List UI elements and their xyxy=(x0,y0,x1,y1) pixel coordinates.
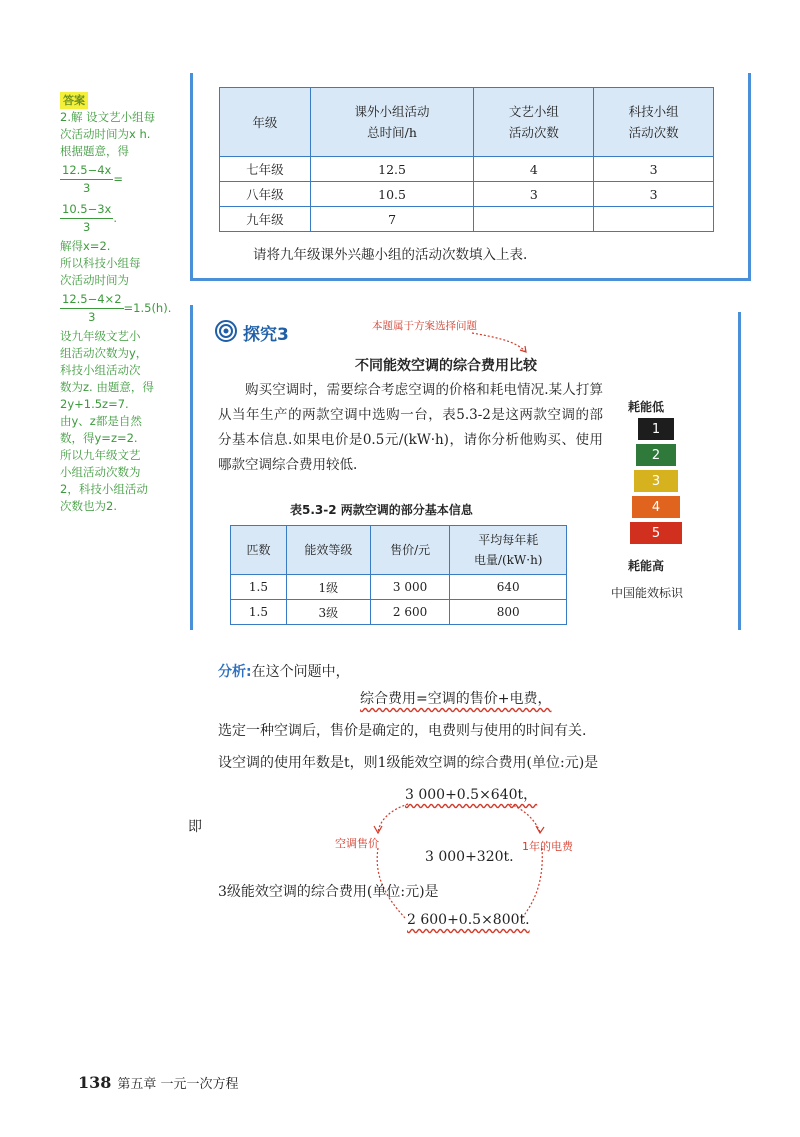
activity-table xyxy=(219,87,714,232)
analysis-line: 3级能效空调的综合费用(单位:元)是 xyxy=(218,884,439,900)
energy-label-top: 耗能低 xyxy=(628,400,665,414)
side-line: 所以科技小组每 xyxy=(60,256,141,270)
side-line: 2.解 设文艺小组每 xyxy=(60,110,156,124)
explore-title: 探究3 xyxy=(243,325,289,345)
side-line: 2，科技小组活动 xyxy=(60,482,148,496)
answer-tag: 答案 xyxy=(60,92,88,109)
table-header: 能效等级 xyxy=(286,526,370,575)
table-cell: 1级 xyxy=(286,575,370,600)
energy-level-bar: 5 xyxy=(630,522,682,544)
table-header: 文艺小组 活动次数 xyxy=(474,88,594,157)
side-line: 由y、z都是自然 xyxy=(60,414,142,428)
cost-formula: 综合费用=空调的售价+电费， xyxy=(360,691,552,707)
explore-paragraph: 购买空调时，需要综合考虑空调的价格和耗电情况.某人打算从当年生产的两款空调中选购一台，表5.3-2是这两款空调的部分基本信息.如果电价是0.5元/(kW·h)，请你分析他购买、使用哪款空调综合费用较低. xyxy=(218,382,603,473)
table-cell: 7 xyxy=(310,207,474,232)
energy-level-bar: 3 xyxy=(634,470,678,492)
page-number: 138 xyxy=(78,1073,112,1092)
table-row xyxy=(220,207,714,232)
energy-label-caption: 中国能效标识 xyxy=(611,586,684,600)
annotation-arrow-icon xyxy=(470,331,530,356)
explore-target-icon xyxy=(215,320,237,342)
table-cell: 1.5 xyxy=(231,575,287,600)
table-cell: 800 xyxy=(450,600,567,625)
aircon-table xyxy=(230,525,567,625)
side-line: 科技小组活动次 xyxy=(60,363,141,377)
side-line: 设九年级文艺小 xyxy=(60,329,141,343)
analysis-line: 选定一种空调后，售价是确定的，电费则与使用的时间有关. xyxy=(218,723,587,739)
activity-table-box xyxy=(190,73,751,281)
table-cell: 七年级 xyxy=(220,157,311,182)
table-cell: 九年级 xyxy=(220,207,311,232)
table-header: 年级 xyxy=(220,88,311,157)
side-line: 组活动次数为y， xyxy=(60,346,148,360)
table-cell: 3级 xyxy=(286,600,370,625)
side-line: 次活动时间为x h. xyxy=(60,127,151,141)
explore-right-bar xyxy=(738,312,741,630)
table-cell: 3 xyxy=(474,182,594,207)
side-line: 所以九年级文艺 xyxy=(60,448,141,462)
analysis-label: 分析: xyxy=(218,664,252,680)
side-line: 小组活动次数为 xyxy=(60,465,141,479)
table-row xyxy=(220,182,714,207)
energy-label-bars xyxy=(630,418,682,548)
table-cell: 640 xyxy=(450,575,567,600)
table-cell: 1.5 xyxy=(231,600,287,625)
table-cell: 12.5 xyxy=(310,157,474,182)
table-header: 科技小组 活动次数 xyxy=(594,88,714,157)
side-line: 数，得y=z=2. xyxy=(60,431,138,445)
side-answer xyxy=(60,92,200,515)
side-line: 2y+1.5z=7. xyxy=(60,397,129,411)
explore-left-bar xyxy=(190,305,193,630)
side-line: 次数也为2. xyxy=(60,499,117,513)
energy-level-bar: 2 xyxy=(636,444,676,466)
side-fraction-1: $\frac{12.5-4x}{3}$ = xyxy=(62,163,124,195)
side-fraction-2: $\frac{10.5-3x}{3}$ . xyxy=(62,202,118,234)
table-note: 请将九年级课外兴趣小组的活动次数填入上表. xyxy=(253,247,528,263)
table-header: 匹数 xyxy=(231,526,287,575)
table-header: 售价/元 xyxy=(370,526,450,575)
annotation-electricity: 1年的电费 xyxy=(522,840,573,853)
table-row xyxy=(231,575,567,600)
side-line: 根据题意，得 xyxy=(60,144,129,158)
equation-level3: 2 600+0.5×800t. xyxy=(407,912,530,928)
side-line: 次活动时间为 xyxy=(60,273,129,287)
table-cell: 2 600 xyxy=(370,600,450,625)
table-header: 课外小组活动 总时间/h xyxy=(310,88,474,157)
table-row xyxy=(220,157,714,182)
energy-level-bar: 1 xyxy=(638,418,674,440)
side-line: 数为z. 由题意，得 xyxy=(60,380,154,394)
analysis-ji: 即 xyxy=(188,819,202,835)
equation-level1: 3 000+0.5×640t， xyxy=(405,787,538,803)
table-cell: 4 xyxy=(474,157,594,182)
page-footer xyxy=(78,1073,239,1092)
table-cell: 八年级 xyxy=(220,182,311,207)
table-cell: 3 xyxy=(594,157,714,182)
side-line: 解得x=2. xyxy=(60,239,111,253)
table-cell: 3 xyxy=(594,182,714,207)
energy-level-bar: 4 xyxy=(632,496,680,518)
energy-label-bottom: 耗能高 xyxy=(628,559,665,573)
analysis-line: 设空调的使用年数是t，则1级能效空调的综合费用(单位:元)是 xyxy=(218,755,599,771)
chapter-title: 第五章 一元一次方程 xyxy=(117,1077,239,1092)
table-row xyxy=(231,600,567,625)
table-cell-blank[interactable] xyxy=(594,207,714,232)
table-cell-blank[interactable] xyxy=(474,207,594,232)
table-cell: 10.5 xyxy=(310,182,474,207)
explore-subtitle: 不同能效空调的综合费用比较 xyxy=(355,358,537,374)
annotation-price: 空调售价 xyxy=(335,837,379,850)
side-fraction-3: $\frac{12.5-4\times 2}{3}$ =1.5(h). xyxy=(62,292,172,324)
equation-level1-simplified: 3 000+320t. xyxy=(425,849,514,865)
table-cell: 3 000 xyxy=(370,575,450,600)
table-caption: 表5.3-2 两款空调的部分基本信息 xyxy=(290,503,473,517)
problem-type-annotation: 本题属于方案选择问题 xyxy=(372,320,477,332)
table-header: 平均每年耗 电量/(kW·h) xyxy=(450,526,567,575)
analysis-intro: 分析:在这个问题中， xyxy=(218,664,350,680)
